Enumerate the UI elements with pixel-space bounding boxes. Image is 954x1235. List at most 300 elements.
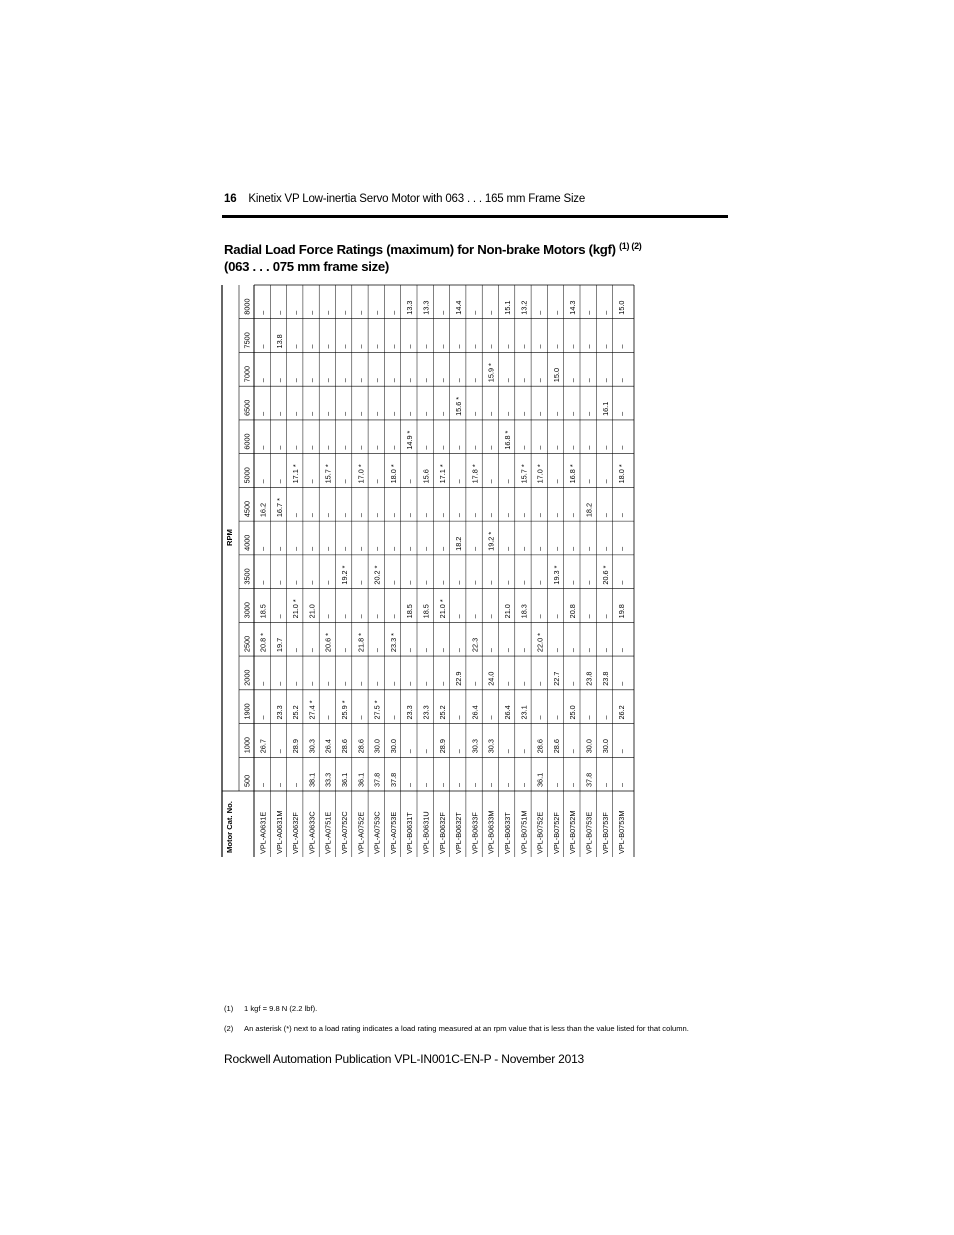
- table-cell-value: –: [600, 546, 610, 551]
- table-cell-value: –: [274, 580, 284, 585]
- table-cell-value: –: [372, 445, 382, 450]
- table-cell-value: –: [307, 546, 317, 551]
- table-cell-value: 26.4: [323, 739, 333, 754]
- table-cell-value: 22.3: [470, 637, 480, 653]
- table-cell-value: –: [437, 310, 447, 315]
- table-cell-value: –: [307, 513, 317, 518]
- table-cell-value: –: [454, 580, 464, 585]
- table-row-cat-no: VPL-B0633M: [486, 810, 496, 854]
- rpm-value-label: 3500: [242, 568, 252, 585]
- table-cell-value: –: [405, 782, 415, 787]
- table-cell-value: –: [519, 378, 529, 383]
- table-cell-value: –: [258, 546, 268, 551]
- table-cell-value: –: [323, 344, 333, 349]
- table-cell-value: –: [437, 580, 447, 585]
- table-cell-value: –: [470, 411, 480, 416]
- table-cell-value: 36.1: [535, 772, 545, 787]
- table-cell-value: –: [568, 782, 578, 787]
- table-cell-value: –: [503, 681, 512, 686]
- table-cell-value: –: [568, 580, 578, 585]
- table-cell-value: –: [340, 310, 349, 315]
- table-cell-value: –: [486, 513, 496, 518]
- table-cell-value: –: [307, 411, 317, 416]
- table-cell-value: –: [356, 580, 366, 585]
- table-cell-value: –: [307, 310, 317, 315]
- table-cell-value: –: [388, 546, 398, 551]
- table-row-cat-no: VPL-B0632T: [454, 812, 464, 854]
- table-cell-value: –: [356, 614, 366, 619]
- table-cell-value: 15.7 *: [519, 464, 529, 484]
- table-cell-value: –: [291, 648, 301, 653]
- table-cell-value: –: [470, 681, 480, 686]
- table-cell-value: –: [437, 445, 447, 450]
- table-cell-value: –: [551, 546, 561, 551]
- table-cell-value: –: [307, 344, 317, 349]
- table-cell-value: –: [274, 310, 284, 315]
- table-row-cat-no: VPL-B0632F: [437, 812, 447, 854]
- table-cell-value: –: [372, 648, 382, 653]
- table-cell-value: –: [551, 513, 561, 518]
- table-row-cat-no: VPL-A0631E: [258, 811, 268, 854]
- table-cell-value: –: [535, 378, 545, 383]
- table-cell-value: –: [503, 344, 512, 349]
- table-cell-value: –: [454, 614, 464, 619]
- table-cell-value: –: [274, 479, 284, 484]
- table-cell-value: 22.0 *: [535, 632, 545, 653]
- table-cell-value: –: [519, 749, 529, 754]
- table-cell-value: 18.2: [454, 536, 464, 551]
- table-cell-value: –: [421, 648, 431, 653]
- table-cell-value: –: [617, 782, 627, 787]
- table-cell-value: –: [356, 445, 366, 450]
- table-cell-value: 25.2: [291, 705, 301, 720]
- table-cell-value: –: [388, 614, 398, 619]
- table-cell-value: –: [340, 479, 349, 484]
- table-cell-value: –: [405, 749, 415, 754]
- table-cell-value: –: [584, 648, 594, 653]
- table-cell-value: 16.2: [258, 502, 268, 518]
- table-cell-value: –: [340, 546, 349, 551]
- table-row-cat-no: VPL-B0752M: [568, 810, 578, 854]
- table-cell-value: –: [405, 479, 415, 484]
- table-cell-value: 20.8: [568, 604, 578, 619]
- table-row-cat-no: VPL-B0751M: [519, 810, 529, 854]
- table-cell-value: 15.0: [551, 367, 561, 383]
- table-cell-value: –: [551, 614, 561, 619]
- table-cell-value: –: [291, 411, 301, 416]
- table-cell-value: –: [519, 648, 529, 653]
- table-cell-value: –: [356, 546, 366, 551]
- table-row-cat-no: VPL-A0633C: [307, 811, 317, 854]
- table-cell-value: –: [274, 681, 284, 686]
- table-cell-value: –: [486, 580, 496, 585]
- table-cell-value: –: [291, 546, 301, 551]
- table-cell-value: 36.1: [356, 772, 366, 787]
- table-row-cat-no: VPL-B0631U: [421, 811, 431, 854]
- table-cell-value: 20.6 *: [323, 632, 333, 653]
- table-cell-value: 16.1: [600, 401, 610, 416]
- table-cell-value: –: [323, 614, 333, 619]
- table-cell-value: 15.1: [503, 300, 512, 315]
- table-cell-value: –: [388, 411, 398, 416]
- table-cell-value: 26.4: [470, 705, 480, 720]
- table-cell-value: –: [405, 411, 415, 416]
- table-cell-value: –: [535, 715, 545, 720]
- table-cell-value: –: [486, 411, 496, 416]
- table-cell-value: –: [388, 580, 398, 585]
- table-cell-value: –: [519, 513, 529, 518]
- table-cell-value: –: [503, 546, 512, 551]
- table-cell-value: –: [323, 445, 333, 450]
- table-cell-value: –: [568, 344, 578, 349]
- table-cell-value: –: [486, 715, 496, 720]
- table-cell-value: –: [258, 310, 268, 315]
- table-cell-value: –: [340, 614, 349, 619]
- table-cell-value: 18.2: [584, 502, 594, 518]
- table-cell-value: –: [486, 614, 496, 619]
- table-cell-value: 21.0: [307, 604, 317, 619]
- table-cell-value: –: [323, 681, 333, 686]
- table-cell-value: –: [323, 310, 333, 315]
- table-cell-value: 18.5: [405, 604, 415, 619]
- table-cell-value: 14.3: [568, 300, 578, 315]
- rpm-value-label: 500: [242, 774, 252, 787]
- table-cell-value: –: [421, 445, 431, 450]
- table-cell-value: –: [388, 681, 398, 686]
- table-cell-value: –: [258, 378, 268, 383]
- table-row-cat-no: VPL-A0751E: [323, 811, 333, 854]
- table-cell-value: –: [584, 378, 594, 383]
- table-cell-value: –: [584, 344, 594, 349]
- table-row-cat-no: VPL-A0631M: [274, 810, 284, 854]
- table-cell-value: –: [356, 681, 366, 686]
- table-cell-value: –: [405, 648, 415, 653]
- table-cell-value: 20.2 *: [372, 565, 382, 585]
- table-cell-value: –: [421, 749, 431, 754]
- table-cell-value: 27.5 *: [372, 700, 382, 720]
- table-cell-value: –: [535, 580, 545, 585]
- table-cell-value: –: [340, 513, 349, 518]
- rpm-value-label: 7000: [242, 365, 252, 383]
- table-cell-value: 22.7: [551, 671, 561, 686]
- running-title: Kinetix VP Low-inertia Servo Motor with 063 . . . 165 mm Frame Size: [248, 193, 586, 205]
- table-cell-value: 19.8: [617, 604, 627, 619]
- table-cell-value: –: [274, 445, 284, 450]
- table-cell-value: –: [568, 648, 578, 653]
- table-cell-value: –: [454, 749, 464, 754]
- table-cell-value: 25.9 *: [340, 700, 349, 720]
- table-cell-value: 18.5: [421, 604, 431, 619]
- table-cell-value: 26.4: [503, 705, 512, 720]
- table-cell-value: 15.9 *: [486, 363, 496, 383]
- table-cell-value: –: [600, 378, 610, 383]
- table-cell-value: –: [291, 378, 301, 383]
- table-cell-value: –: [568, 546, 578, 551]
- table-cell-value: –: [372, 378, 382, 383]
- table-cell-value: –: [551, 782, 561, 787]
- table-cell-value: –: [600, 310, 610, 315]
- table-cell-value: –: [405, 513, 415, 518]
- table-cell-value: –: [470, 445, 480, 450]
- table-cell-value: –: [405, 681, 415, 686]
- table-cell-value: –: [470, 580, 480, 585]
- table-cell-value: –: [405, 378, 415, 383]
- table-cell-value: –: [291, 681, 301, 686]
- table-cell-value: –: [519, 681, 529, 686]
- rpm-value-label: 6500: [242, 399, 252, 416]
- table-cell-value: –: [307, 445, 317, 450]
- table-cell-value: –: [454, 782, 464, 787]
- table-cell-value: 18.5: [258, 604, 268, 619]
- table-cell-value: –: [291, 580, 301, 585]
- table-cell-value: –: [584, 614, 594, 619]
- table-cell-value: –: [568, 681, 578, 686]
- table-cell-value: –: [340, 411, 349, 416]
- table-cell-value: –: [323, 715, 333, 720]
- table-cell-value: –: [503, 782, 512, 787]
- table-cell-value: 38.1: [307, 772, 317, 787]
- table-cell-value: –: [291, 513, 301, 518]
- table-cell-value: 20.6 *: [600, 565, 610, 585]
- table-cell-value: –: [584, 310, 594, 315]
- table-cell-value: –: [470, 782, 480, 787]
- title-line-2: (063 . . . 075 mm frame size): [224, 259, 390, 274]
- table-cell-value: –: [307, 681, 317, 686]
- rotated-table-svg: [222, 285, 634, 857]
- table-cell-value: 33.3: [323, 772, 333, 787]
- table-cell-value: –: [421, 782, 431, 787]
- table-cell-value: –: [535, 681, 545, 686]
- table-row-cat-no: VPL-A0753C: [372, 811, 382, 854]
- table-cell-value: –: [568, 378, 578, 383]
- table-cell-value: 37.8: [584, 772, 594, 787]
- table-cell-value: 37.8: [372, 772, 382, 787]
- table-cell-value: –: [600, 445, 610, 450]
- table-cell-value: –: [486, 344, 496, 349]
- table-cell-value: –: [600, 479, 610, 484]
- table-cell-value: 15.7 *: [323, 464, 333, 484]
- table-cell-value: –: [307, 479, 317, 484]
- table-cell-value: 22.9: [454, 671, 464, 686]
- table-cell-value: –: [323, 580, 333, 585]
- table-cell-value: 26.2: [617, 705, 627, 720]
- table-cell-value: –: [323, 411, 333, 416]
- table-cell-value: –: [388, 513, 398, 518]
- table-cell-value: 23.3: [421, 705, 431, 720]
- table-cell-value: –: [356, 513, 366, 518]
- footnotes: [224, 1004, 744, 1044]
- table-cell-value: –: [437, 648, 447, 653]
- table-cell-value: 24.0: [486, 671, 496, 686]
- table-cell-value: –: [388, 715, 398, 720]
- table-cell-value: –: [454, 378, 464, 383]
- table-cell-value: –: [617, 378, 627, 383]
- table-cell-value: –: [356, 715, 366, 720]
- table-cell-value: 13.3: [421, 300, 431, 315]
- table-cell-value: 28.6: [535, 739, 545, 754]
- table-cell-value: –: [568, 445, 578, 450]
- table-cell-value: 14.4: [454, 300, 464, 315]
- table-cell-value: 21.0 *: [437, 599, 447, 619]
- table-cell-value: 28.6: [551, 739, 561, 754]
- table-cell-value: –: [568, 411, 578, 416]
- table-row-cat-no: VPL-A0753E: [388, 811, 398, 854]
- table-cell-value: –: [503, 749, 512, 754]
- table-cell-value: 20.8 *: [258, 632, 268, 653]
- table-cell-value: –: [600, 614, 610, 619]
- rpm-value-label: 2000: [242, 669, 252, 686]
- table-cell-value: –: [470, 378, 480, 383]
- table-cell-value: –: [372, 614, 382, 619]
- table-cell-value: 23.3 *: [388, 632, 398, 653]
- table-cell-value: –: [470, 614, 480, 619]
- rpm-value-label: 2500: [242, 635, 252, 653]
- table-cell-value: –: [535, 310, 545, 315]
- table-cell-value: 21.0 *: [291, 599, 301, 619]
- table-cell-value: 16.8 *: [503, 430, 512, 450]
- table-row-cat-no: VPL-B0753M: [617, 810, 627, 854]
- table-cell-value: 15.0: [617, 300, 627, 315]
- table-cell-value: –: [340, 648, 349, 653]
- table-cell-value: –: [437, 681, 447, 686]
- table-cell-value: 15.6: [421, 469, 431, 484]
- table-cell-value: –: [454, 479, 464, 484]
- table-cell-value: –: [291, 310, 301, 315]
- table-cell-value: –: [551, 479, 561, 484]
- table-cell-value: –: [372, 681, 382, 686]
- table-cell-value: 28.6: [356, 739, 366, 754]
- table-cell-value: –: [503, 513, 512, 518]
- table-cell-value: –: [356, 310, 366, 315]
- footnote-number: (1): [224, 1004, 234, 1013]
- rpm-value-label: 5000: [242, 467, 252, 484]
- table-cell-value: 26.7: [258, 739, 268, 754]
- table-cell-value: –: [421, 513, 431, 518]
- table-cell-value: –: [437, 782, 447, 787]
- table-cell-value: 30.0: [600, 739, 610, 754]
- table-cell-value: –: [551, 715, 561, 720]
- table-cell-value: –: [258, 411, 268, 416]
- table-cell-value: –: [274, 782, 284, 787]
- table-cell-value: 30.0: [388, 739, 398, 754]
- table-cell-value: 28.6: [340, 739, 349, 754]
- table-cell-value: 18.3: [519, 604, 529, 619]
- rpm-value-label: 3000: [242, 602, 252, 619]
- table-cell-value: –: [551, 344, 561, 349]
- table-cell-value: –: [617, 445, 627, 450]
- table-row-cat-no: VPL-B0752F: [551, 812, 561, 854]
- table-cell-value: 21.0: [503, 604, 512, 619]
- table-cell-value: –: [291, 344, 301, 349]
- table-cell-value: –: [617, 411, 627, 416]
- table-cell-value: –: [356, 411, 366, 416]
- table-row-cat-no: VPL-B0752E: [535, 811, 545, 854]
- table-cell-value: –: [584, 479, 594, 484]
- table-cell-value: –: [437, 513, 447, 518]
- table-cell-value: 19.7: [274, 637, 284, 653]
- table-cell-value: –: [274, 378, 284, 383]
- table-cell-value: –: [470, 344, 480, 349]
- table-cell-value: –: [600, 782, 610, 787]
- table-cell-value: –: [535, 411, 545, 416]
- table-cell-value: –: [551, 411, 561, 416]
- table-cell-value: –: [568, 749, 578, 754]
- table-row-cat-no: VPL-A0752E: [356, 811, 366, 854]
- table-row-cat-no: VPL-B0753E: [584, 811, 594, 854]
- table-cell-value: –: [421, 546, 431, 551]
- table-cell-value: –: [551, 445, 561, 450]
- table-cell-value: 23.3: [274, 705, 284, 720]
- table-cell-value: –: [437, 411, 447, 416]
- table-cell-value: –: [307, 580, 317, 585]
- table-cell-value: –: [388, 310, 398, 315]
- table-cell-value: –: [372, 513, 382, 518]
- table-cell-value: –: [307, 378, 317, 383]
- table-cell-value: –: [356, 378, 366, 383]
- table-cell-value: –: [600, 344, 610, 349]
- rpm-header: RPM: [225, 529, 234, 546]
- rpm-value-label: 4000: [242, 534, 252, 551]
- table-row-cat-no: VPL-A0752C: [340, 811, 349, 854]
- table-cell-value: –: [340, 445, 349, 450]
- table-cell-value: 13.8: [274, 334, 284, 349]
- table-cell-value: 19.2 *: [486, 531, 496, 551]
- table-cell-value: –: [470, 310, 480, 315]
- table-cell-value: –: [617, 749, 627, 754]
- table-cell-value: –: [454, 648, 464, 653]
- page-number: 16: [224, 193, 237, 205]
- table-cell-value: –: [323, 378, 333, 383]
- table-cell-value: 30.0: [372, 739, 382, 754]
- rpm-value-label: 1000: [242, 737, 252, 754]
- table-cell-value: –: [405, 580, 415, 585]
- table-cell-value: –: [584, 411, 594, 416]
- table-cell-value: –: [274, 411, 284, 416]
- table-cell-value: –: [551, 310, 561, 315]
- table-row-cat-no: VPL-B0631T: [405, 812, 415, 854]
- table-cell-value: –: [551, 648, 561, 653]
- table-cell-value: 28.9: [291, 739, 301, 754]
- table-cell-value: 19.3 *: [551, 565, 561, 585]
- table-cell-value: –: [340, 344, 349, 349]
- table-cell-value: –: [388, 445, 398, 450]
- table-cell-value: 23.8: [600, 671, 610, 686]
- table-cell-value: 16.7 *: [274, 498, 284, 518]
- table-cell-value: –: [372, 411, 382, 416]
- table-cell-value: 25.0: [568, 705, 578, 720]
- table-cell-value: –: [503, 411, 512, 416]
- rpm-value-label: 6000: [242, 433, 252, 450]
- table-cell-value: –: [470, 546, 480, 551]
- table-cell-value: –: [503, 378, 512, 383]
- table-cell-value: –: [535, 546, 545, 551]
- table-cell-value: 13.3: [405, 300, 415, 315]
- table-cell-value: 17.1 *: [437, 464, 447, 484]
- table-cell-value: –: [503, 648, 512, 653]
- table-cell-value: –: [323, 546, 333, 551]
- table-cell-value: 30.3: [470, 739, 480, 754]
- table-cell-value: 14.9 *: [405, 430, 415, 450]
- table-cell-value: –: [584, 546, 594, 551]
- title-footnote-refs: (1) (2): [619, 241, 642, 251]
- table-cell-value: –: [584, 580, 594, 585]
- table-row-cat-no: VPL-B0633T: [503, 812, 512, 854]
- table-cell-value: –: [437, 344, 447, 349]
- rpm-value-label: 1900: [242, 703, 252, 720]
- radial-load-table: [222, 285, 634, 857]
- table-cell-value: 30.3: [486, 739, 496, 754]
- table-row-cat-no: VPL-B0633F: [470, 812, 480, 854]
